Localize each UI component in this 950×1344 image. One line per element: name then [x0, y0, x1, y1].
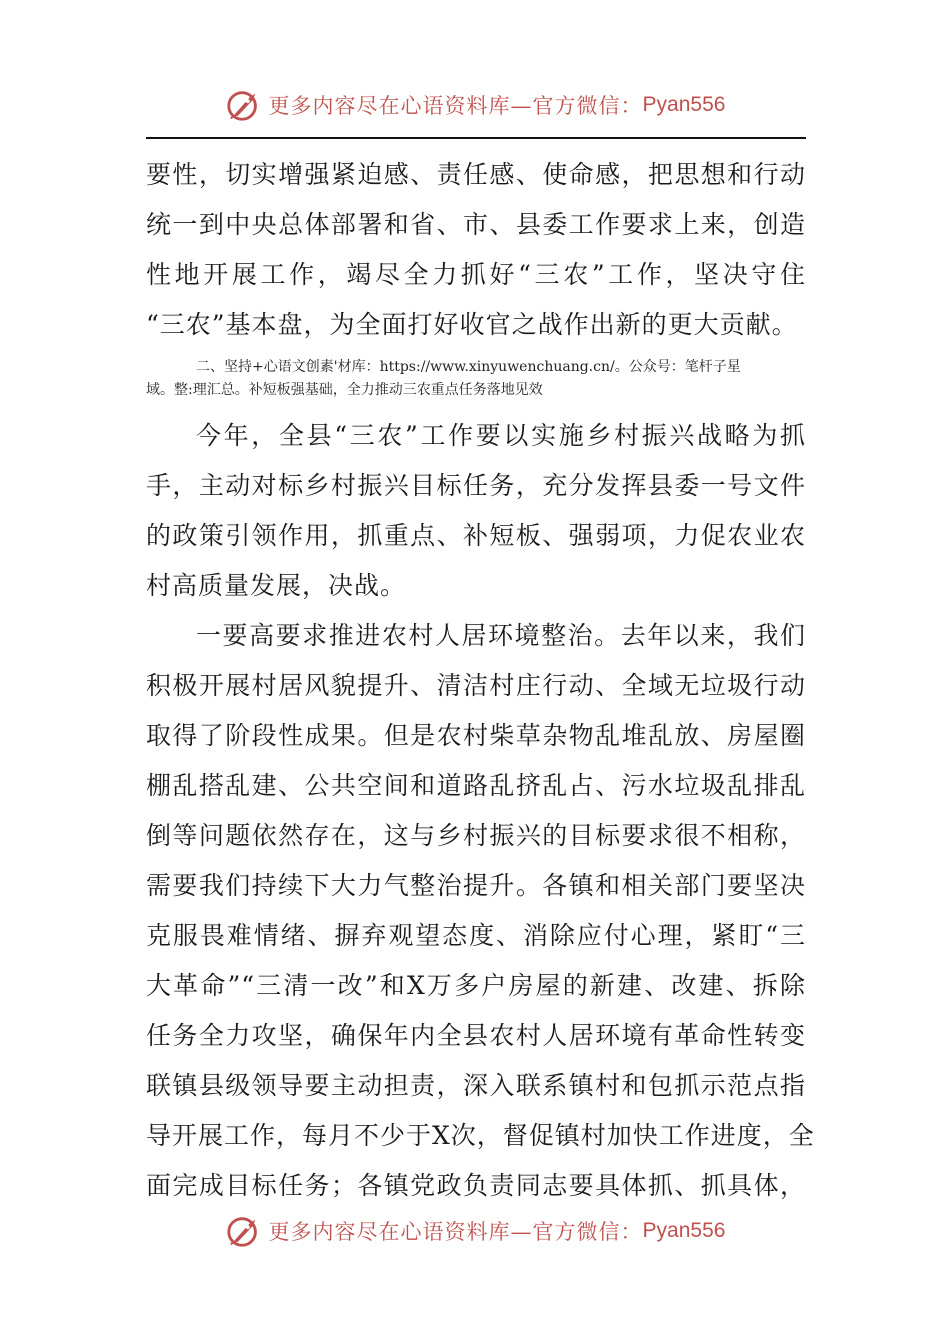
section-heading: [146, 356, 806, 402]
text-line: 一要高要求推进农村人居环境整治。去年以来，我们: [196, 621, 806, 650]
footer-banner: [0, 1212, 950, 1250]
header-divider: [146, 137, 806, 139]
banner-text: 更多内容尽在心语资料库—官方微信：: [268, 1220, 643, 1244]
text-line: 统一到中央总体部署和省、市、县委工作要求上来，创造: [146, 210, 806, 239]
banner-handle: Pyan556: [642, 93, 726, 116]
text-line: 的政策引领作用，抓重点、补短板、强弱项，力促农业农: [146, 521, 806, 550]
text-line: 棚乱搭乱建、公共空间和道路乱挤乱占、污水垃圾乱排乱: [146, 771, 806, 800]
pen-nib-logo-icon: [225, 86, 263, 124]
text-line: 需要我们持续下大力气整治提升。各镇和相关部门要坚决: [146, 871, 806, 900]
text-line: 导开展工作，每月不少于X次，督促镇村加快工作进度，全: [146, 1121, 815, 1150]
heading-line: 二、坚持+心语文创素'材库：https://www.xinyuwenchuang.cn/。公众号：笔杆子星: [196, 359, 741, 375]
banner-text: 更多内容尽在心语资料库—官方微信：: [268, 94, 643, 118]
text-line: 联镇县级领导要主动担责，深入联系镇村和包抓示范点指: [146, 1071, 806, 1100]
text-line: 积极开展村居风貌提升、清洁村庄行动、全域无垃圾行动: [146, 671, 806, 700]
paragraph-3: [146, 611, 815, 1211]
paragraph-2: [146, 411, 806, 611]
text-line: 取得了阶段性成果。但是农村柴草杂物乱堆乱放、房屋圈: [146, 721, 806, 750]
document-body: [146, 150, 815, 1211]
text-line: 倒等问题依然存在，这与乡村振兴的目标要求很不相称，: [146, 821, 806, 850]
text-line: 任务全力攻坚，确保年内全县农村人居环境有革命性转变: [146, 1021, 806, 1050]
text-line: 大革命”“三清一改”和X万多户房屋的新建、改建、拆除: [146, 971, 806, 1000]
text-line: 今年，全县“三农”工作要以实施乡村振兴战略为抓: [196, 421, 806, 450]
paragraph-1: [146, 150, 806, 350]
text-line: “三农”基本盘，为全面打好收官之战作出新的更大贡献。: [146, 310, 798, 339]
text-line: 村高质量发展，决战。: [146, 571, 407, 600]
header-banner: [0, 86, 950, 124]
text-line: 克服畏难情绪、摒弃观望态度、消除应付心理，紧盯“三: [146, 921, 806, 950]
text-line: 手，主动对标乡村振兴目标任务，充分发挥县委一号文件: [146, 471, 806, 500]
text-line: 要性，切实增强紧迫感、责任感、使命感，把思想和行动: [146, 160, 806, 189]
heading-line: 域。整:理汇总。补短板强基础，全力推动三农重点任务落地见效: [146, 382, 543, 398]
text-line: 面完成目标任务；各镇党政负责同志要具体抓、抓具体，: [146, 1171, 806, 1200]
banner-handle: Pyan556: [642, 1219, 726, 1242]
text-line: 性地开展工作，竭尽全力抓好“三农”工作，坚决守住: [146, 260, 806, 289]
pen-nib-logo-icon: [225, 1212, 263, 1250]
